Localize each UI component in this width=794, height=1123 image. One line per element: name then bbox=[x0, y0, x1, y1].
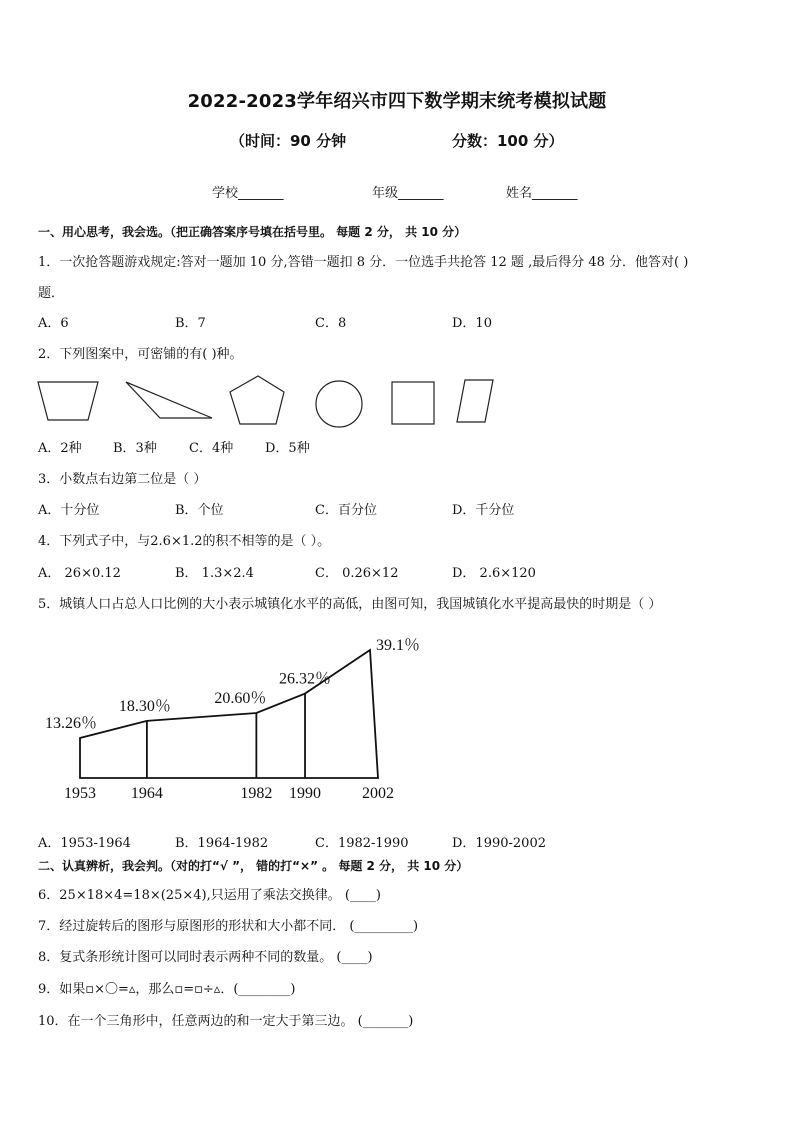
chart-value-label: 39.1％ bbox=[376, 637, 421, 654]
name-field[interactable]: 姓名_______ bbox=[506, 186, 578, 201]
chart-value-label: 20.60％ bbox=[214, 690, 267, 708]
chart-x-tick-label: 1953 bbox=[64, 785, 96, 802]
q5-option-c[interactable]: C．1982-1990 bbox=[315, 836, 409, 851]
chart-value-label: 26.32％ bbox=[279, 670, 332, 688]
trapezoid-icon bbox=[38, 382, 98, 420]
chart-x-tick-label: 1982 bbox=[240, 785, 273, 802]
question-7-text: 7．经过旋转后的图形与原图形的形状和大小都不同． (_________) bbox=[38, 919, 419, 934]
question-3-text: 3．小数点右边第二位是（ ） bbox=[38, 472, 207, 487]
chart-value-label: 13.26％ bbox=[45, 715, 98, 732]
chart-x-tick-label: 1990 bbox=[289, 785, 322, 802]
urbanization-chart bbox=[0, 630, 460, 810]
question-6-text: 6．25×18×4=18×(25×4),只运用了乘法交换律。 (____) bbox=[38, 888, 381, 903]
question-1-text-cont: 题． bbox=[38, 286, 65, 301]
page-title: 2022-2023学年绍兴市四下数学期末统考模拟试题 bbox=[187, 91, 607, 112]
exam-time: （时间：90 分钟 bbox=[230, 132, 347, 150]
question-4-text: 4．下列式子中，与2.6×1.2的积不相等的是（ ）。 bbox=[38, 534, 331, 549]
section-1-heading: 一、用心思考，我会选。（把正确答案序号填在括号里。 每题 2 分， 共 10 分） bbox=[38, 225, 467, 239]
q1-option-d[interactable]: D．10 bbox=[452, 316, 492, 331]
q4-option-c[interactable]: C． 0.26×12 bbox=[315, 566, 399, 581]
q5-option-b[interactable]: B．1964-1982 bbox=[175, 836, 269, 851]
question-8-text: 8．复式条形统计图可以同时表示两种不同的数量。 (____) bbox=[38, 950, 373, 965]
q2-option-a[interactable]: A．2种 bbox=[38, 441, 82, 456]
q3-option-a[interactable]: A．十分位 bbox=[38, 503, 100, 518]
q3-option-c[interactable]: C．百分位 bbox=[315, 503, 377, 518]
q5-option-a[interactable]: A．1953-1964 bbox=[38, 836, 131, 851]
q5-option-d[interactable]: D．1990-2002 bbox=[452, 836, 546, 851]
grade-field[interactable]: 年级_______ bbox=[372, 186, 444, 201]
exam-score: 分数：100 分） bbox=[452, 132, 564, 150]
triangle-icon bbox=[126, 382, 212, 418]
question-5-text: 5．城镇人口占总人口比例的大小表示城镇化水平的高低，由图可知，我国城镇化水平提高最快的时期是（ ） bbox=[38, 597, 662, 612]
question-2-text: 2．下列图案中，可密铺的有( )种。 bbox=[38, 347, 243, 362]
q4-option-a[interactable]: A． 26×0.12 bbox=[38, 566, 121, 581]
q3-option-b[interactable]: B．个位 bbox=[175, 503, 224, 518]
school-field[interactable]: 学校_______ bbox=[212, 186, 284, 201]
q2-option-d[interactable]: D．5种 bbox=[265, 441, 310, 456]
question-1-text: 1．一次抢答题游戏规定:答对一题加 10 分,答错一题扣 8 分．一位选手共抢答 12 题 ,最后得分 48 分．他答对( ) bbox=[38, 255, 689, 270]
square-icon bbox=[392, 382, 434, 424]
q2-option-c[interactable]: C．4种 bbox=[189, 441, 234, 456]
q3-option-d[interactable]: D．千分位 bbox=[452, 503, 515, 518]
chart-x-tick-label: 1964 bbox=[130, 785, 163, 802]
q4-option-b[interactable]: B． 1.3×2.4 bbox=[175, 566, 254, 581]
section-2-heading: 二、认真辨析，我会判。（对的打“√ ”， 错的打“×” 。 每题 2 分， 共 10 分） bbox=[38, 859, 469, 873]
q2-option-b[interactable]: B．3种 bbox=[113, 441, 157, 456]
q1-option-c[interactable]: C．8 bbox=[315, 316, 347, 331]
pentagon-icon bbox=[230, 376, 284, 424]
question-10-text: 10．在一个三角形中，任意两边的和一定大于第三边。 (_______) bbox=[38, 1014, 414, 1029]
q1-option-b[interactable]: B．7 bbox=[175, 316, 206, 331]
q4-option-d[interactable]: D． 2.6×120 bbox=[452, 566, 536, 581]
parallelogram-icon bbox=[457, 380, 493, 422]
question-9-text: 9．如果▫×〇=▵，那么▫=▫÷▵．(________) bbox=[38, 982, 296, 997]
chart-value-label: 18.30％ bbox=[118, 697, 171, 715]
circle-icon bbox=[316, 381, 362, 427]
chart-x-tick-label: 2002 bbox=[362, 785, 394, 802]
q2-shapes bbox=[30, 372, 450, 432]
q1-option-a[interactable]: A．6 bbox=[38, 316, 69, 331]
q2-shape-parallelogram bbox=[455, 372, 505, 432]
